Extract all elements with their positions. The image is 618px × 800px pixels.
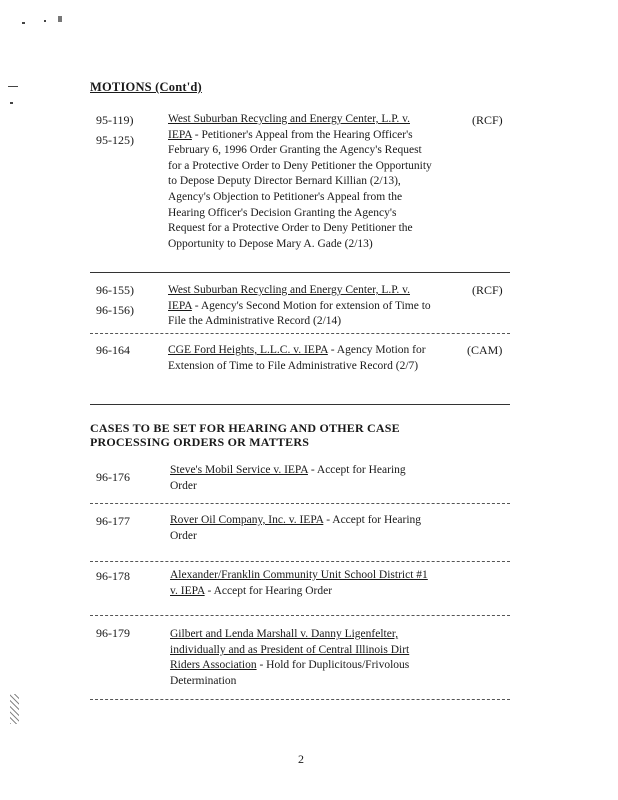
case-description: Steve's Mobil Service v. IEPA - Accept for Hearing Order bbox=[170, 464, 406, 492]
case-number: 96-176 bbox=[96, 470, 130, 484]
case-number: 96-164 bbox=[96, 343, 130, 357]
section-heading-motions: MOTIONS (Cont'd) bbox=[90, 80, 202, 94]
case-number: 95-119) 95-125) bbox=[96, 113, 134, 147]
row-divider bbox=[90, 272, 510, 273]
assigned-member-tag: (RCF) bbox=[472, 283, 503, 297]
case-number: 96-155) 96-156) bbox=[96, 283, 134, 317]
motion-description: CGE Ford Heights, L.L.C. v. IEPA - Agency Motion for Extension of Time to File Administrative Record (2/7) bbox=[168, 344, 426, 372]
row-divider bbox=[90, 333, 510, 334]
scan-speck bbox=[10, 102, 13, 104]
scan-speck bbox=[58, 16, 62, 22]
motion-description: West Suburban Recycling and Energy Center, L.P. v. IEPA - Agency's Second Motion for extension of Time to File the Administrative Record (2/14) bbox=[168, 284, 431, 328]
case-name: CGE Ford Heights, L.L.C. v. IEPA bbox=[168, 344, 328, 356]
row-divider bbox=[90, 561, 510, 562]
case-name: Steve's Mobil Service v. IEPA bbox=[170, 464, 308, 476]
case-description: Gilbert and Lenda Marshall v. Danny Ligenfelter, individually and as President of Central Illinois Dirt Riders Association - Hold for Duplicitous/Frivolous Determination bbox=[170, 628, 410, 687]
page-number: 2 bbox=[298, 752, 304, 766]
row-divider bbox=[90, 699, 510, 700]
assigned-member-tag: (RCF) bbox=[472, 113, 503, 127]
case-description: Rover Oil Company, Inc. v. IEPA - Accept for Hearing Order bbox=[170, 514, 422, 542]
row-divider bbox=[90, 503, 510, 504]
case-number: 96-177 bbox=[96, 514, 130, 528]
scan-speck bbox=[22, 22, 25, 24]
row-divider bbox=[90, 404, 510, 405]
scan-speck bbox=[8, 86, 18, 87]
scan-speck bbox=[44, 20, 46, 22]
scan-speck bbox=[10, 694, 19, 724]
assigned-member-tag: (CAM) bbox=[467, 343, 503, 357]
section-heading-cases: CASES TO BE SET FOR HEARING AND OTHER CASE PROCESSING ORDERS OR MATTERS bbox=[90, 421, 400, 449]
case-name: Rover Oil Company, Inc. v. IEPA bbox=[170, 514, 324, 526]
case-description: Alexander/Franklin Community Unit School District #1 v. IEPA - Accept for Hearing Order bbox=[170, 569, 428, 597]
row-divider bbox=[90, 615, 510, 616]
case-number: 96-179 bbox=[96, 626, 130, 640]
case-name: Alexander/Franklin Community Unit School District #1 v. IEPA bbox=[170, 569, 428, 597]
case-name: West Suburban Recycling and Energy Center, L.P. v. IEPA bbox=[168, 284, 410, 312]
motion-description: West Suburban Recycling and Energy Center, L.P. v. IEPA - Petitioner's Appeal from the Hearing Officer's February 6, 1996 Order Granting the Agency's Request for a Protective Order to Deny Petitioner the Opportunity to Depose Deputy Director Bernard Killian (2/13), Agency's Objection to Petitioner's Appeal from the Hearing Officer's Decision Granting the Agency's Request for a Protective Order to Deny Petitioner the Opportunity to Depose Mary A. Gade (2/13) bbox=[168, 113, 432, 250]
case-number: 96-178 bbox=[96, 569, 130, 583]
case-name: West Suburban Recycling and Energy Center, L.P. v. IEPA bbox=[168, 113, 410, 141]
case-name: Gilbert and Lenda Marshall v. Danny Ligenfelter, individually and as President of Central Illinois Dirt Riders Association bbox=[170, 628, 410, 672]
